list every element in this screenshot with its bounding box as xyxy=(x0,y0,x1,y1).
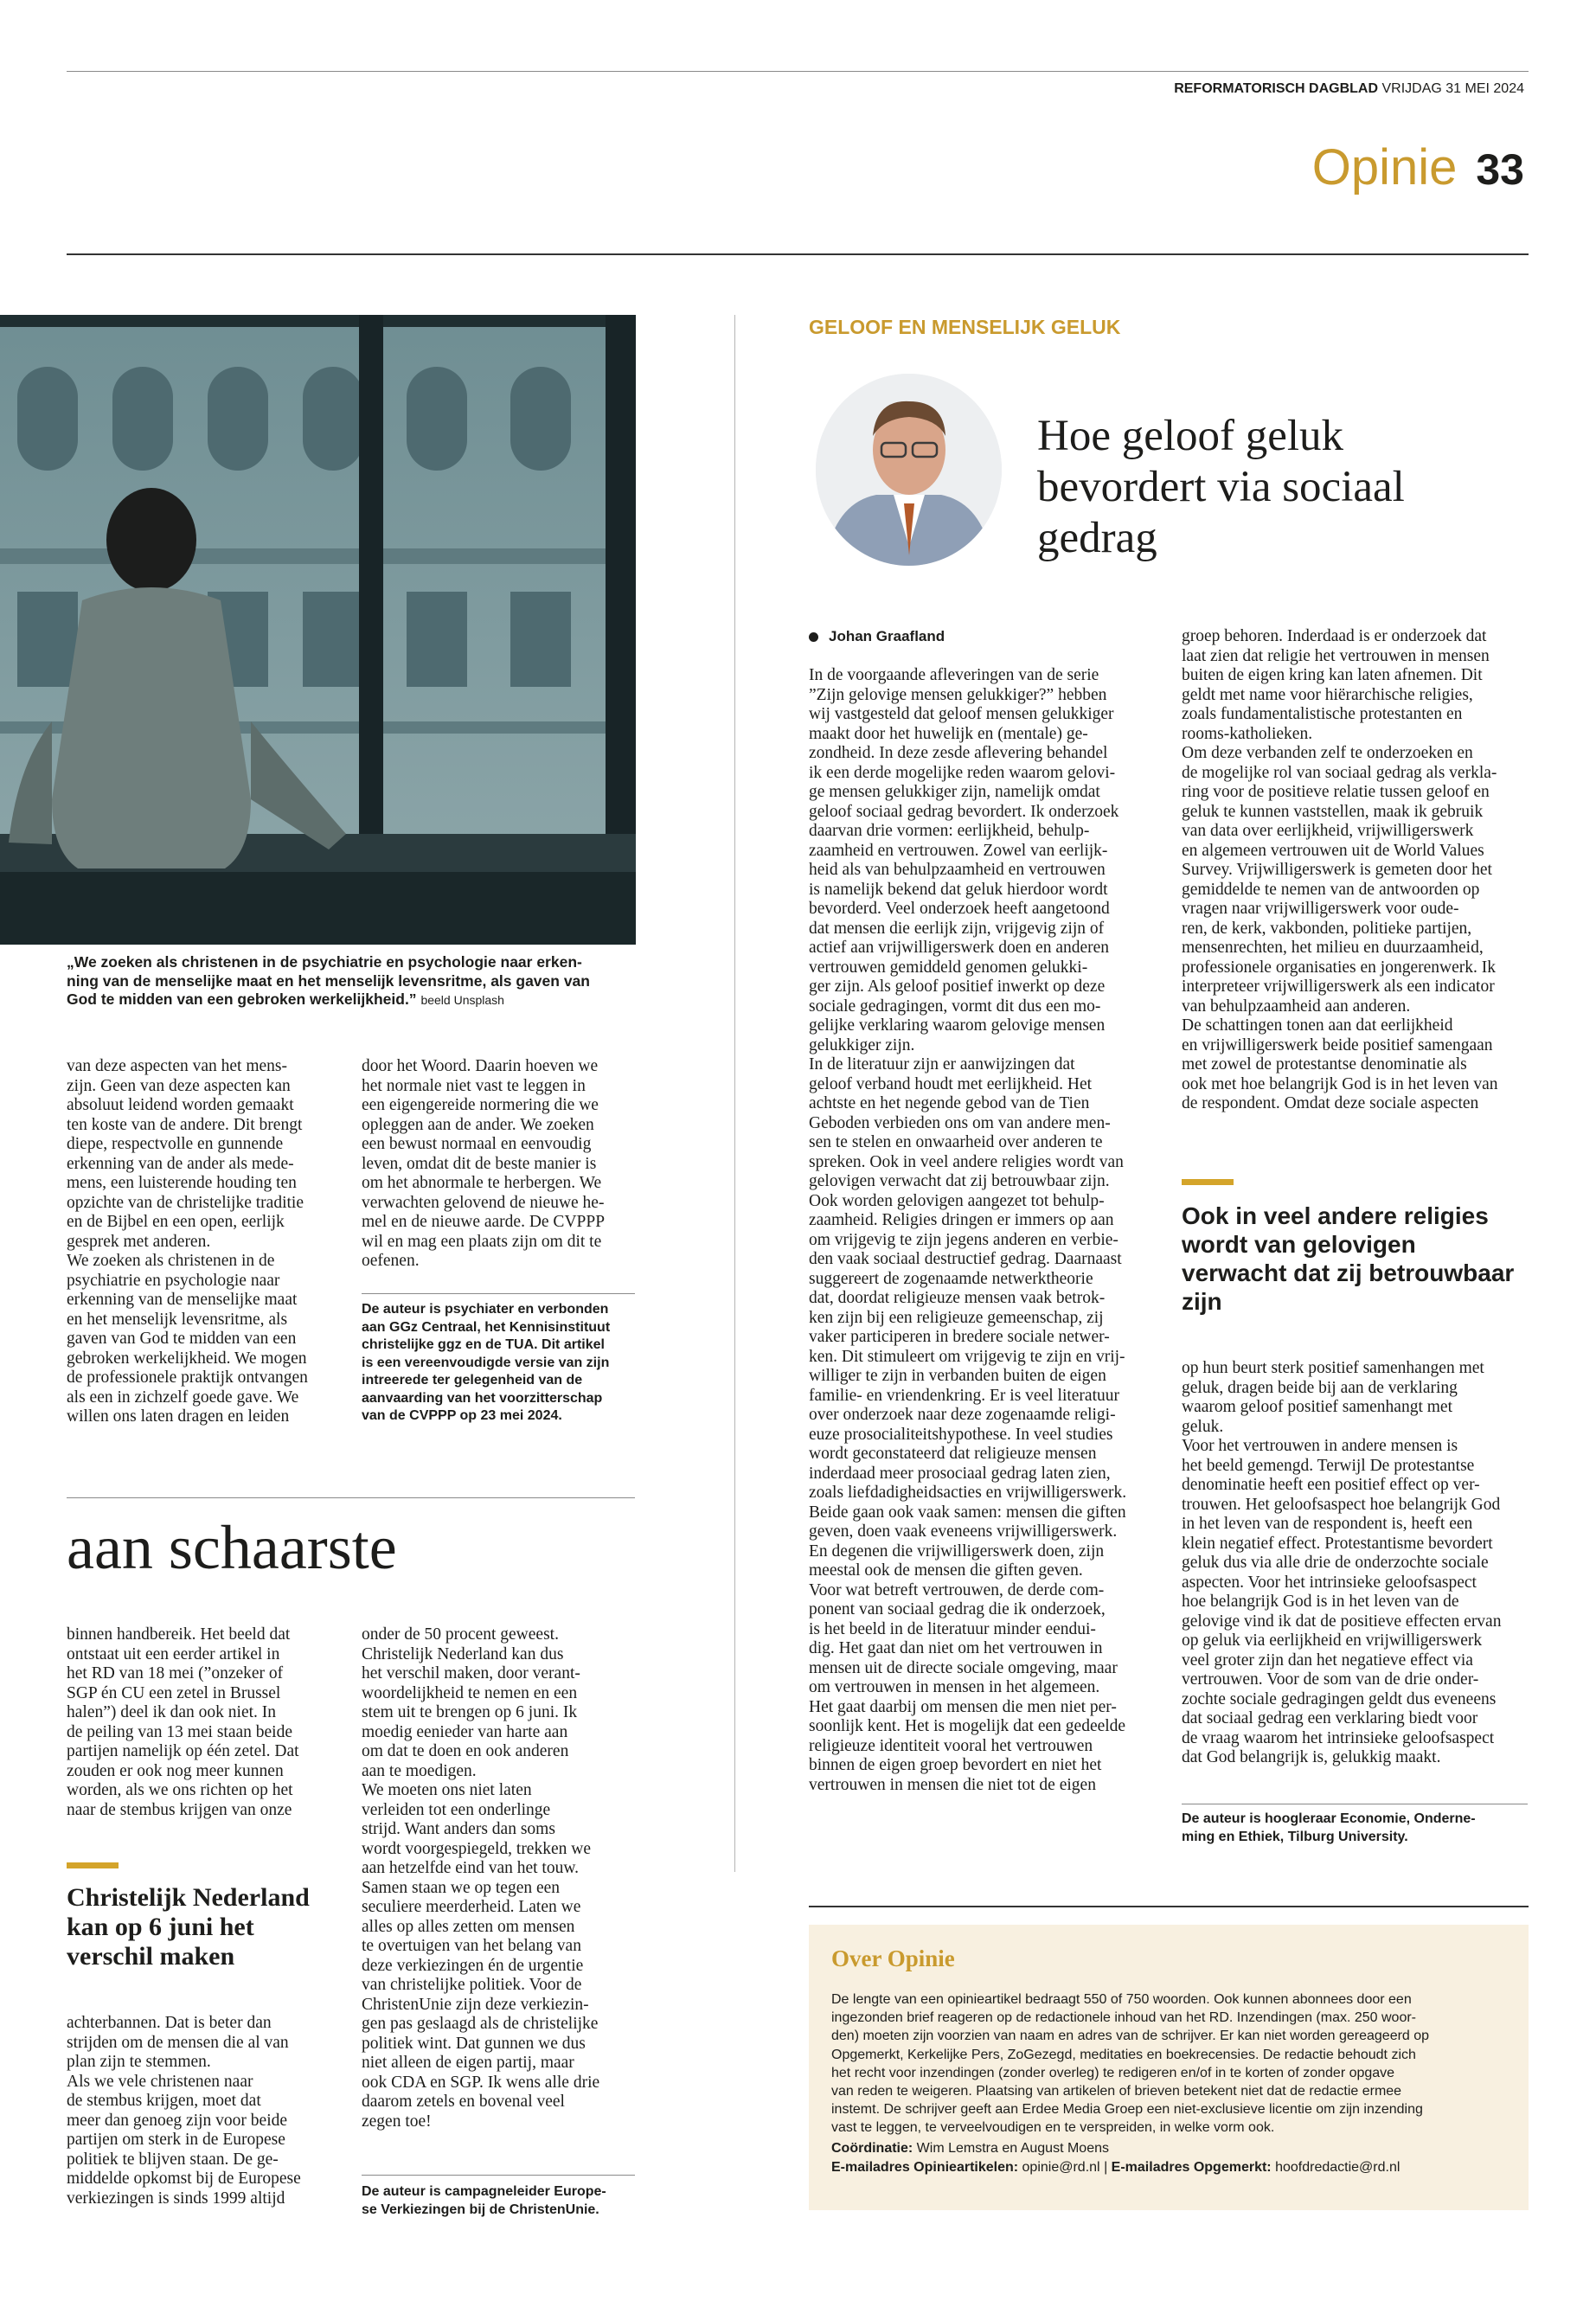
info-box-emails xyxy=(831,2158,1400,2176)
email-label-opgemerkt: E-mailadres Opgemerkt: xyxy=(1111,2160,1272,2175)
left-article-col2: door het Woord. Daarin hoeven we het normale niet vast te leggen in een eigengereide normering die we opleggen aan de ander. We zoeken een bewust normaal en eenvoudig leven, omdat dit de beste manier is om het abnormale te herbergen. We verwachten gelovend de nieuwe he- mel en de nieuwe aarde. De CVPPP wil en mag een plaats zijn om dit te oefenen. xyxy=(362,1057,606,1270)
bottom-author-rule xyxy=(362,2175,635,2176)
article-headline: Hoe geloof geluk bevordert via sociaal gedrag xyxy=(1037,412,1405,562)
section-header xyxy=(1312,138,1524,199)
email-opinie-link[interactable]: opinie@rd.nl xyxy=(1022,2160,1100,2175)
bottom-article-rule xyxy=(67,1497,635,1498)
left-article-col1: van deze aspecten van het mens- zijn. Geen van deze aspecten kan absoluut leidend worden gemaakt ten koste van de andere. Dit brengt diepe, respectvolle en gunnende erkenning van de ander als mede- mens, een luisterende houding ten opzichte van de christelijke traditie en de Bijbel en een open, eerlijk gesprek met anderen. We zoeken als christenen in de psychiatrie en psychologie naar erkenning van de menselijke maat en het menselijk levensritme, als gaven van God te midden van een gebroken werkelijkheid. We mogen de professionele praktijk ontvangen als een in zichzelf goede gave. We willen ons laten dragen en leiden xyxy=(67,1057,308,1426)
article-kicker: GELOOF EN MENSELIJK GELUK xyxy=(809,316,1121,338)
main-article-col2a: groep behoren. Inderdaad is er onderzoek dat laat zien dat religie het vertrouwen in mensen buiten de eigen kring kan laten afnemen. Dit geldt met name voor hiërarchische religies, zoals fundamentalistische protestanten en rooms-katholieken. Om deze verbanden zelf te onderzoeken en de mogelijke rol van sociaal gedrag als verkla- ring voor de positieve relatie tussen geloof en geluk te kunnen vaststellen, maak ik gebruik van data over eerlijkheid, vrijwilligerswerk en algemeen vertrouwen uit de World Values Survey. Vrijwilligerswerk is gemeten door het gemiddelde te nemen van de antwoorden op vragen naar vrijwilligerswerk voor oude- ren, de kerk, vakbonden, politieke partijen, mensenrechten, het milieu en duurzaamheid, professionele organisaties en jongerenwerk. Ik interpreteer vrijwilligerswerk als een indicator van behulpzaamheid aan anderen. De schattingen tonen aan dat eerlijkheid en vrijwilligerswerk beide positief samengaan met zowel de protestantse denominatie als ook met hoe belangrijk God is in het leven van de respondent. Omdat deze sociale aspecten xyxy=(1182,627,1498,1112)
window-photo xyxy=(0,315,636,945)
newspaper-name: REFORMATORISCH DAGBLAD xyxy=(1174,81,1379,96)
main-article-col1: In de voorgaande afleveringen van de serie ”Zijn gelovige mensen gelukkiger?” hebben wij vastgesteld dat geloof mensen gelukkiger maakt door het huwelijk en (mentale) ge- zondheid. In deze zesde aflevering behandel ik een derde mogelijke reden waarom gelovi- ge mensen gelukkiger zijn, namelijk omdat geloof sociaal gedrag bevordert. Ik onderzoek daarvan drie vormen: eerlijkheid, behulp- zaamheid en vertrouwen. Zowel van eerlijk- heid als van behulpzaamheid en vertrouwen is namelijk bekend dat geluk hierdoor wordt bevorderd. Veel onderzoek heeft aangetoond dat mensen die eerlijk zijn, vrijgevig zijn of actief aan vrijwilligerswerk doen en anderen vertrouwen gemiddeld genomen gelukki- ger zijn. Als geloof positief inwerkt op deze sociale gedragingen, vormt dit dus een mo- gelijke verklaring waarom gelovige mensen gelukkiger zijn. In de literatuur zijn er aanwijzingen dat geloof verband houdt met eerlijkheid. Het achtste en het negende gebod van de Tien Geboden verbieden ons om van andere men- sen te stelen en onwaarheid over anderen te spreken. Ook in veel andere religies wordt van gelovigen verwacht dat zij betrouwbaar zijn. Ook worden gelovigen aangezet tot behulp- zaamheid. Religies dringen er immers op aan om vrijgevig te zijn jegens anderen en verbie- den vaak sociaal destructief gedrag. Daarnaast suggereert de zogenaamde netwerktheorie dat, doordat religieuze mensen vaak betrok- ken zijn bij een religieuze gemeenschap, zij vaker participeren in bredere sociale netwer- ken. Dit stimuleert om vrijgevig te zijn en vrij- williger te zijn in verbanden buiten de eigen familie- en vriendenkring. Er is veel literatuur over onderzoek naar deze zogenaamde religi- euze prosocialiteitshypothese. In veel studies wordt geconstateerd dat religieuze mensen inderdaad meer prosociaal gedrag laten zien, zoals liefdadigheidsacties en vrijwilligerswerk. Beide gaan ook vaak samen: mensen die giften geven, doen vaak eveneens vrijwilligerswerk. En degenen die vrijwilligerswerk doen, zijn meestal ook de mensen die giften geven. Voor wat betreft vertrouwen, de derde com- ponent van sociaal gedrag die ik onderzoek, is het beeld in de literatuur minder eendui- dig. Het gaat dan niet om het vertrouwen in mensen uit de directe sociale omgeving, maar om vertrouwen in mensen in het algemeen. Het gaat daarbij om mensen die men niet per- soonlijk kent. Het is mogelijk dat een gedeelde religieuze identiteit vooral het vertrouwen binnen de eigen groep bevordert en niet het vertrouwen in mensen die niet tot de eigen xyxy=(809,666,1127,1794)
info-box xyxy=(809,1925,1529,2210)
masthead-line xyxy=(1174,81,1524,97)
left-author-rule xyxy=(362,1293,635,1294)
bottom-author-note: De auteur is campagneleider Europe- se Verkiezingen bij de ChristenUnie. xyxy=(362,2184,606,2217)
bottom-pull-quote: Christelijk Nederland kan op 6 juni het verschil maken xyxy=(67,1883,310,1971)
main-article-col2b: op hun beurt sterk positief samenhangen met geluk, dragen beide bij aan de verklaring waarom geloof positief samenhangt met geluk. Voor het vertrouwen in andere mensen is het beeld gemengd. Terwijl De protestantse denominatie heeft een positief effect op ver- trouwen. Het geloofsaspect hoe belangrijk God in het leven van de respondent is, heeft een klein negatief effect. Protestantisme bevordert geluk dus via alle drie de onderzochte sociale aspecten. Voor het intrinsieke geloofsaspect hoe belangrijk God is in het leven van de gelovige vind ik dat de positieve effecten ervan op geluk via eerlijkheid en vrijwilligerswerk veel groter zijn dan het negatieve effect via vertrouwen. Voor de som van de drie onder- zochte sociale gedragingen geldt dus eveneens dat sociaal gedrag een verklaring biedt voor de vraag waarom het intrinsieke geloofsaspect dat God belangrijk is, gelukkig maakt. xyxy=(1182,1359,1502,1766)
author-portrait xyxy=(816,374,1002,566)
info-box-title: Over Opinie xyxy=(831,1945,955,1971)
author-byline xyxy=(809,628,945,645)
email-label-opinie: E-mailadres Opinieartikelen: xyxy=(831,2160,1019,2175)
section-title: Opinie xyxy=(1311,139,1458,195)
bottom-article-col1a: binnen handbereik. Het beeld dat ontstaat uit een eerder artikel in het RD van 18 mei (”onzeker of SGP én CU een zetel in Brussel halen”) deel ik dan ook niet. In de peiling van 13 mei staan beide partijen namelijk op één zetel. Dat zouden er ook nog meer kunnen worden, als we ons richten op het naar de stembus krijgen van onze xyxy=(67,1625,299,1819)
email-separator: | xyxy=(1104,2160,1108,2175)
issue-date: VRIJDAG 31 MEI 2024 xyxy=(1381,81,1524,96)
info-box-rule xyxy=(809,1906,1529,1907)
bottom-article-col1b: achterbannen. Dat is beter dan strijden om de mensen die al van plan zijn te stemmen. Als we vele christenen naar de stembus krijgen, moet dat meer dan genoeg zijn voor beide partijen om sterk in de Europese politiek te blijven staan. De ge- middelde opkomst bij de Europese verkiezingen is sinds 1999 altijd xyxy=(67,2014,301,2208)
top-rule xyxy=(67,71,1529,72)
column-divider xyxy=(734,315,735,1872)
byline-bullet-icon xyxy=(809,632,818,642)
main-pull-quote: Ook in veel andere religies wordt van gelovigen verwacht dat zij betrouwbaar zijn xyxy=(1182,1202,1515,1315)
coordination-value: Wim Lemstra en August Moens xyxy=(916,2141,1109,2156)
info-box-text: De lengte van een opinieartikel bedraagt 550 of 750 woorden. Ook kunnen abonnees door een ingezonden brief reageren op de redactionele inhoud van het RD. Inzendingen (max. 250 woor- den) moeten zijn voorzien van naam en adres van de schrijver. Er kan niet worden gereageerd op Opgemerkt, Kerkelijke Pers, ZoGezegd, meditaties en boekrecensies. De redactie behoudt zich het recht voor inzendingen (zonder overleg) te redigeren en/of in te korten of zonder opgave van reden te weigeren. Plaatsing van artikelen of brieven betekent niet dat de redactie ermee instemt. De schrijver geeft aan Erdee Media Groep een niet-exclusieve licentie om zijn inzending vast te leggen, te verveelvoudigen en te verspreiden, in welke vorm ook. xyxy=(831,1992,1430,2136)
coordination-label: Coördinatie: xyxy=(831,2141,913,2156)
photo-credit: beeld Unsplash xyxy=(420,993,504,1007)
main-author-note: De auteur is hoogleraar Economie, Onderne- ming en Ethiek, Tilburg University. xyxy=(1182,1811,1476,1844)
left-author-note: De auteur is psychiater en verbonden aan GGz Centraal, het Kennisinstituut christelijke ggz en de TUA. Dit artikel is een vereenvoudigde versie van zijn intreerede ter gelegenheid van de aanvaarding van het voorzitterschap van de CVPPP op 23 mei 2024. xyxy=(362,1302,611,1423)
author-name: Johan Graafland xyxy=(829,628,945,644)
info-box-coordination xyxy=(831,2139,1109,2157)
bottom-article-headline: aan schaarste xyxy=(67,1513,397,1582)
email-opgemerkt-link[interactable]: hoofdredactie@rd.nl xyxy=(1275,2160,1401,2175)
page-number: 33 xyxy=(1476,145,1524,194)
bottom-quote-accent xyxy=(67,1862,119,1868)
woman-at-window-image xyxy=(0,315,636,945)
photo-caption xyxy=(67,953,638,1010)
main-quote-accent xyxy=(1182,1179,1234,1185)
author-photo xyxy=(816,374,1002,566)
caption-quote: „We zoeken als christenen in de psychiatrie en psychologie naar erken- ning van de menselijke maat en het menselijk levensritme, als gaven van God te midden van een gebroken werkelijkheid.” xyxy=(67,953,590,1008)
bottom-article-col2: onder de 50 procent geweest. Christelijk Nederland kan dus het verschil maken, door verant- woordelijkheid te nemen en een stem uit te brengen op 6 juni. Ik moedig eenieder van harte aan om dat te doen en ook anderen aan te moedigen. We moeten ons niet laten verleiden tot een onderlinge strijd. Want anders dan soms wordt voorgespiegeld, trekken we aan hetzelfde eind van het touw. Samen staan we op tegen een seculiere meerderheid. Laten we alles op alles zetten om mensen te overtuigen van het belang van deze verkiezingen én de urgentie van christelijke politiek. Voor de ChristenUnie zijn deze verkiezin- gen pas geslaagd als de christelijke politiek wint. Dat gunnen we dus niet alleen de eigen partij, maar ook CDA en SGP. Ik wens alle drie daarom zetels en bovenal veel zegen toe! xyxy=(362,1625,600,2131)
header-rule xyxy=(67,253,1529,255)
